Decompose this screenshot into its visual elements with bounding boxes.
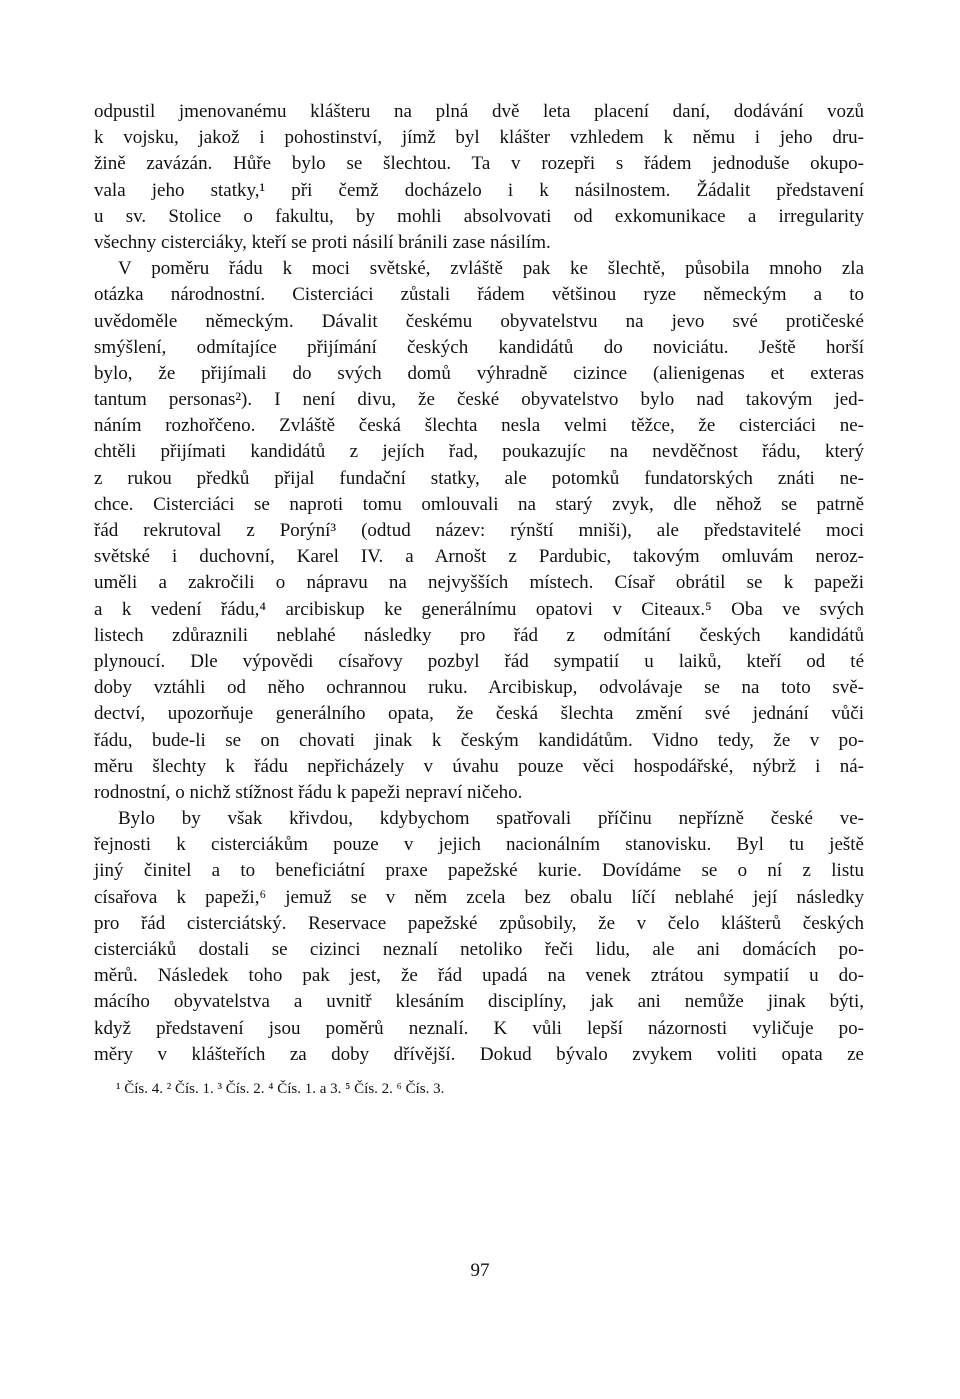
text-line: chce. Cisterciáci se naproti tomu omlouvali na starý zvyk, dle něhož se patrně	[94, 493, 864, 515]
text-line: měrů. Následek toho pak jest, že řád upadá na venek ztrátou sympatií u do-	[94, 965, 864, 987]
text-line: měru šlechty k řádu nepřicházely v úvahu pouze věci hospodářské, nýbrž i ná-	[94, 755, 864, 777]
text-line: rodnostní, o nichž stížnost řádu k papeži nepraví ničeho.	[94, 781, 523, 803]
text-line: vala jeho statky,¹ při čemž docházelo i k násilnostem. Žádalit představení	[94, 179, 864, 201]
text-line: tantum personas²). I není divu, že české obyvatelstvo bylo nad takovým jed-	[94, 389, 864, 411]
text-line: císařova k papeži,⁶ jemuž se v něm zcela bez obalu líčí neblahé její následky	[94, 886, 864, 908]
text-line: z rukou předků přijal fundační statky, ale potomků fundatorských znáti ne-	[94, 467, 864, 489]
text-line: plynoucí. Dle výpovědi císařovy pozbyl řád sympatií u laiků, kteří od té	[94, 650, 864, 672]
text-line: k vojsku, jakož i pohostinství, jímž byl klášter vzhledem k němu i jeho dru-	[94, 127, 864, 149]
body-text	[94, 99, 864, 1068]
text-line: cisterciáků dostali se cizinci neznalí netoliko řeči lidu, ale ani domácích po-	[94, 939, 864, 960]
text-line: uvědoměle německým. Dávalit českému obyvatelstvu na jevo své protičeské	[94, 310, 864, 332]
text-line: a k vedení řádu,⁴ arcibiskup ke generálnímu opatovi v Citeaux.⁵ Oba ve svých	[94, 598, 864, 620]
text-line: listech zdůraznili neblahé následky pro řád z odmítání českých kandidátů	[94, 624, 864, 646]
page-number: 97	[470, 1260, 490, 1281]
text-line: doby vztáhli od něho ochrannou ruku. Arcibiskup, odvolávaje se na toto svě-	[94, 677, 864, 699]
text-line: světské i duchovní, Karel IV. a Arnošt z Pardubic, takovým omluvám neroz-	[94, 546, 864, 568]
text-line: všechny cisterciáky, kteří se proti násilí bránili zase násilím.	[94, 231, 551, 253]
text-line: Bylo by však křivdou, kdybychom spatřovali příčinu nepřízně české ve-	[118, 808, 864, 830]
text-line: řejnosti k cisterciákům pouze v jejich nacionálním stanovisku. Byl tu ještě	[94, 834, 864, 856]
text-line: řádu, bude-li se on chovati jinak k českým kandidátům. Vidno tedy, že v po-	[94, 729, 864, 751]
text-line: otázka národnostní. Cisterciáci zůstali řádem většinou ryze německým a to	[94, 284, 864, 306]
text-line: smýšlení, odmítajíce přijímání českých kandidátů do noviciátu. Ještě horší	[94, 336, 864, 358]
text-line: bylo, že přijímali do svých domů výhradně cizince (alienigenas et exteras	[94, 362, 864, 384]
text-line: žině zavázán. Hůře bylo se šlechtou. Ta v rozepři s řádem jednoduše okupo-	[94, 153, 864, 175]
text-line: odpustil jmenovanému klášteru na plná dvě leta placení daní, dodávání vozů	[94, 101, 864, 122]
text-line: náním rozhořčeno. Zvláště česká šlechta nesla velmi těžce, že cisterciáci ne-	[94, 415, 864, 437]
footnotes: ¹ Čís. 4. ² Čís. 1. ³ Čís. 2. ⁴ Čís. 1. a 3. ⁵ Čís. 2. ⁶ Čís. 3.	[116, 1081, 445, 1097]
text-line: když představení jsou poměrů neznalí. K vůli lepší názornosti vyličuje po-	[94, 1017, 864, 1039]
text-line: uměli a zakročili o nápravu na nejvyšších místech. Císař obrátil se k papeži	[94, 572, 864, 594]
text-line: V poměru řádu k moci světské, zvláště pak ke šlechtě, působila mnoho zla	[118, 258, 864, 280]
text-line: jiný činitel a to beneficiátní praxe papežské kurie. Dovídáme se o ní z listu	[94, 860, 864, 882]
text-line: mácího obyvatelstva a uvnitř klesáním disciplíny, jak ani nemůže jinak býti,	[94, 991, 864, 1013]
text-line: řád rekrutoval z Porýní³ (odtud název: rýnští mniši), ale představitelé moci	[94, 520, 864, 541]
text-line: chtěli přijímati kandidátů z jejích řad, poukazujíc na nevděčnost řádu, který	[94, 441, 864, 463]
text-line: pro řád cisterciátský. Reservace papežské způsobily, že v čelo klášterů českých	[94, 912, 864, 934]
text-line: dectví, upozorňuje generálního opata, že česká šlechta změní své jednání vůči	[94, 703, 864, 725]
text-line: měry v klášteřích za doby dřívější. Dokud bývalo zvykem voliti opata ze	[94, 1043, 864, 1065]
text-line: u sv. Stolice o fakultu, by mohli absolvovati od exkomunikace a irregularity	[94, 205, 864, 227]
